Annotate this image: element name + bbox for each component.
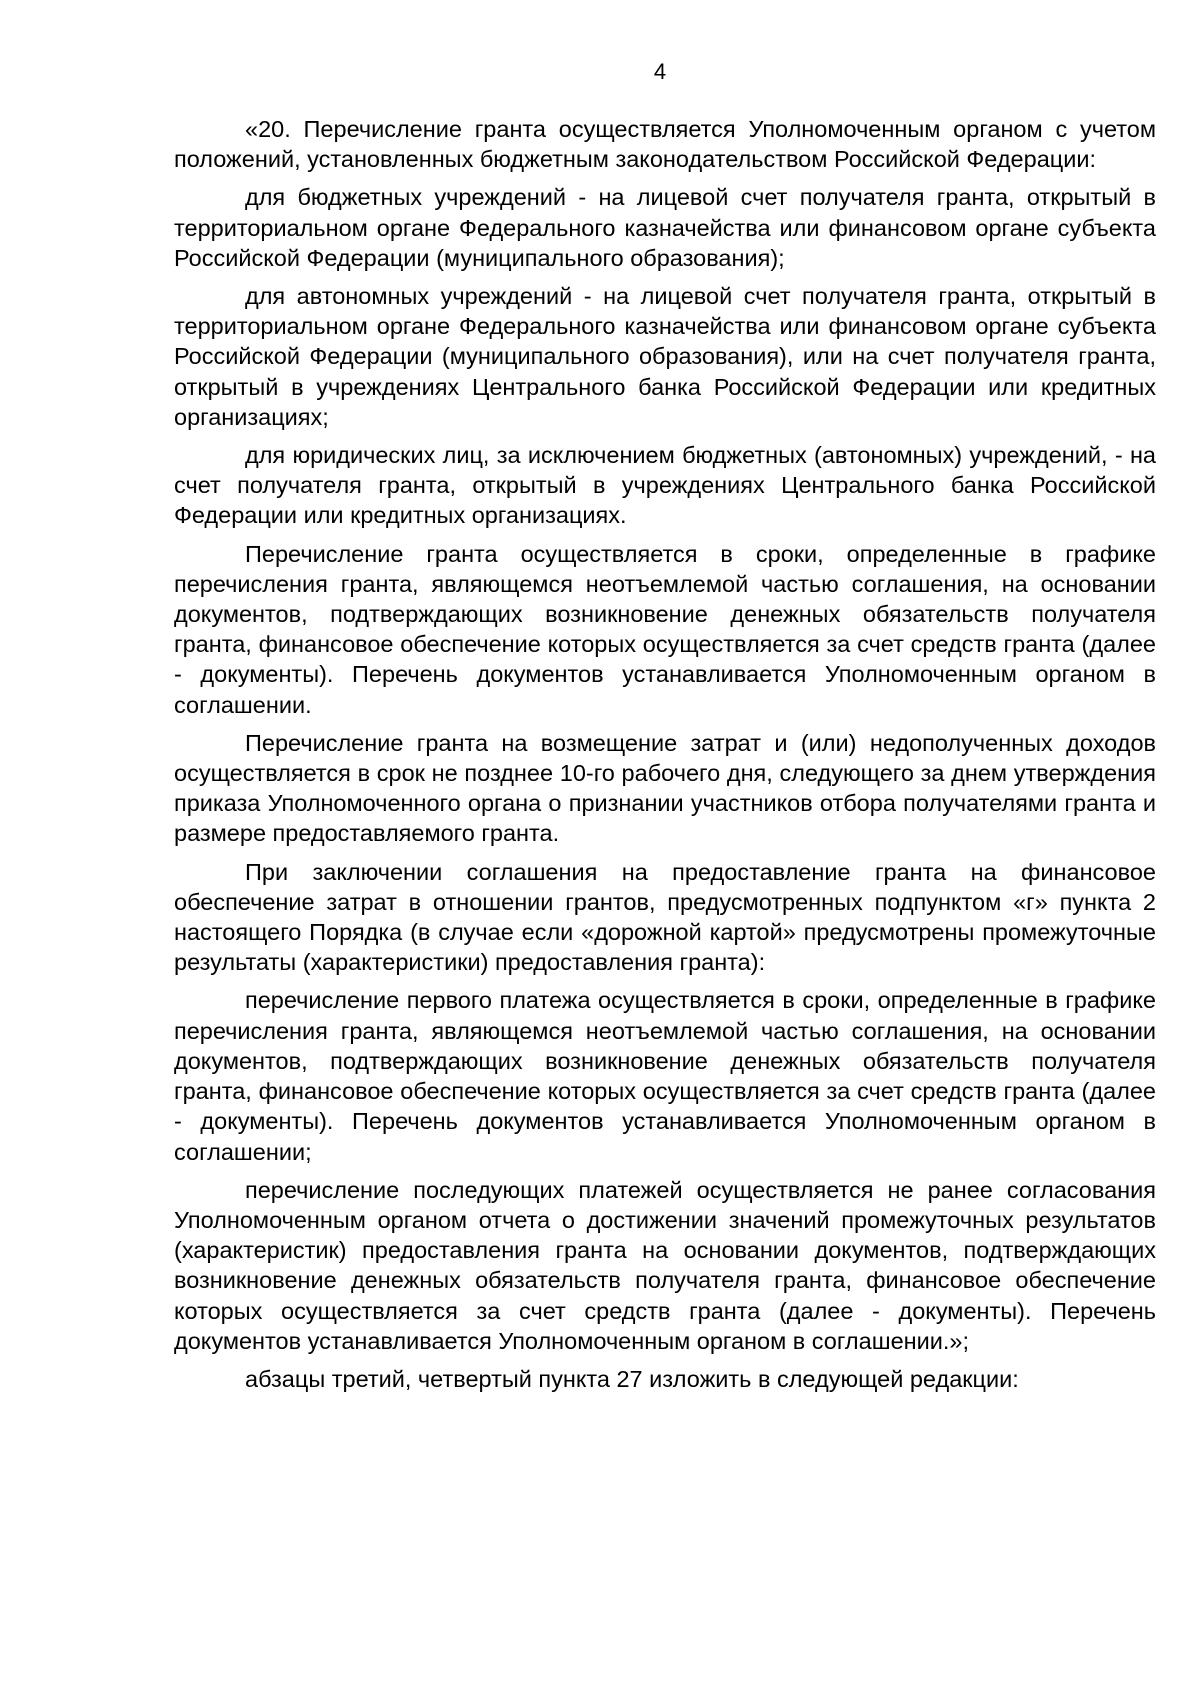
paragraph-agreement-conclusion: При заключении соглашения на предоставление гранта на финансовое обеспечение затрат в отношении грантов, предусмотренных подпунктом «г» пункта 2 настоящего Порядка (в случае если «дорожной картой» предусмотрены промежуточные результаты (характеристики) предоставления гранта):: [174, 858, 1156, 976]
paragraph-clause-20: «20. Перечисление гранта осуществляется Уполномоченным органом с учетом положений, установленных бюджетным законодательством Российской Федерации:: [174, 116, 1156, 173]
document-body: [174, 114, 1156, 1402]
paragraph-transfer-schedule: Перечисление гранта осуществляется в сроки, определенные в графике перечисления гранта, являющемся неотъемлемой частью соглашения, на основании документов, подтверждающих возникновение денежных обязательств получателя гранта, финансовое обеспечение которых осуществляется за счет средств гранта (далее - документы). Перечень документов устанавливается Уполномоченным органом в соглашении.: [174, 540, 1156, 718]
page-number: 4: [653, 59, 667, 84]
paragraph-first-payment: перечисление первого платежа осуществляется в сроки, определенные в графике перечисления гранта, являющемся неотъемлемой частью соглашения, на основании документов, подтверждающих возникновение денежных обязательств получателя гранта, финансовое обеспечение которых осуществляется за счет средств гранта (далее - документы). Перечень документов устанавливается Уполномоченным органом в соглашении;: [174, 987, 1156, 1165]
paragraph-budget-institutions: для бюджетных учреждений - на лицевой счет получателя гранта, открытый в территориальном органе Федерального казначейства или финансовом органе субъекта Российской Федерации (муниципального образования);: [174, 184, 1156, 271]
paragraph-subsequent-payments: перечисление последующих платежей осуществляется не ранее согласования Уполномоченным органом отчета о достижении значений промежуточных результатов (характеристик) предоставления гранта на основании документов, подтверждающих возникновение денежных обязательств получателя гранта, финансовое обеспечение которых осуществляется за счет средств гранта (далее - документы). Перечень документов устанавливается Уполномоченным органом в соглашении.»;: [174, 1176, 1156, 1354]
paragraph-autonomous-institutions: для автономных учреждений - на лицевой счет получателя гранта, открытый в территориальном органе Федерального казначейства или финансовом органе субъекта Российской Федерации (муниципального образования), или на счет получателя гранта, открытый в учреждениях Центрального банка Российской Федерации или кредитных организациях;: [174, 283, 1156, 430]
paragraph-cost-reimbursement: Перечисление гранта на возмещение затрат и (или) недополученных доходов осуществляется в срок не позднее 10-го рабочего дня, следующего за днем утверждения приказа Уполномоченного органа о признании участников отбора получателями гранта и размере предоставляемого гранта.: [174, 729, 1156, 847]
paragraph-legal-entities: для юридических лиц, за исключением бюджетных (автономных) учреждений, - на счет получателя гранта, открытый в учреждениях Центрального банка Российской Федерации или кредитных организациях.: [174, 442, 1156, 529]
paragraph-amendment-clause-27: абзацы третий, четвертый пункта 27 изложить в следующей редакции:: [245, 1365, 1019, 1392]
